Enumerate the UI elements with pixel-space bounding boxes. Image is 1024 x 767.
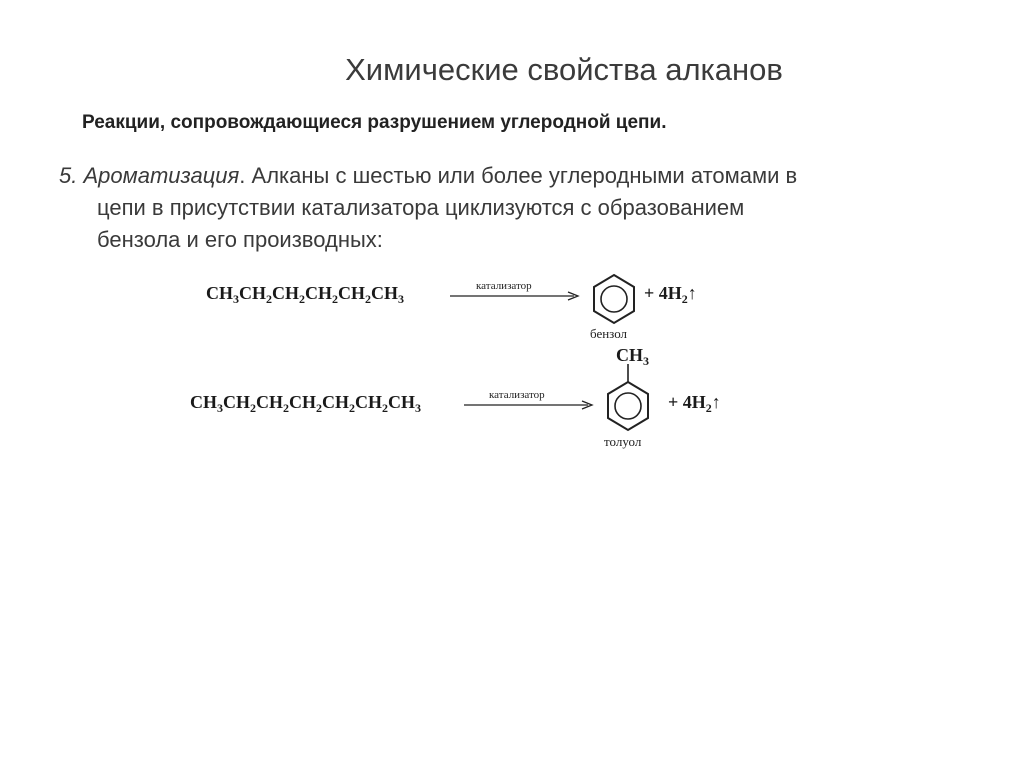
formula-atom-group: CH <box>338 283 365 303</box>
toluene-ring-icon <box>600 362 656 434</box>
formula-atom-group: CH <box>322 392 349 412</box>
formula-subscript: 3 <box>415 401 421 415</box>
reaction-1-catalyst-label: катализатор <box>476 280 532 292</box>
formula-subscript: 2 <box>299 292 305 306</box>
reaction-2-product-label: толуол <box>604 434 642 449</box>
paragraph-line-1: . Алканы с шестью или более углеродными атомами в <box>239 163 798 188</box>
formula-atom-group: CH <box>190 392 217 412</box>
formula-atom-group: CH <box>223 392 250 412</box>
reaction-2-arrow <box>462 399 598 411</box>
slide-title: Химические свойства алканов <box>345 52 783 87</box>
formula-atom-group: CH <box>371 283 398 303</box>
formula-atom-group: CH <box>239 283 266 303</box>
reaction-1-byproduct: + $4H_2↑$ <box>644 283 697 306</box>
formula-subscript: 2 <box>332 292 338 306</box>
formula-atom-group: CH <box>256 392 283 412</box>
formula-subscript: 2 <box>316 401 322 415</box>
formula-atom-group: CH <box>289 392 316 412</box>
formula-atom-group: CH <box>355 392 382 412</box>
formula-atom-group: CH <box>305 283 332 303</box>
body-paragraph <box>59 160 949 256</box>
reaction-2-byproduct: + $4H_2↑$ <box>668 392 721 415</box>
reaction-1-reactant-formula <box>206 283 404 307</box>
formula-subscript: 2 <box>250 401 256 415</box>
reaction-2-catalyst-label: катализатор <box>489 389 545 401</box>
formula-subscript: 2 <box>382 401 388 415</box>
formula-subscript: 2 <box>349 401 355 415</box>
item-term: Ароматизация <box>83 163 240 188</box>
formula-atom-group: CH <box>272 283 299 303</box>
reaction-1-arrow <box>448 290 584 302</box>
formula-subscript: 2 <box>283 401 289 415</box>
benzene-ring-icon <box>590 273 638 325</box>
paragraph-line-2: цепи в присутствии катализатора циклизуются с образованием <box>97 195 745 220</box>
formula-subscript: 2 <box>365 292 371 306</box>
formula-atom-group: CH <box>206 283 233 303</box>
item-number: 5. <box>59 163 78 188</box>
formula-subscript: 3 <box>398 292 404 306</box>
reaction-2-reactant-formula <box>190 392 421 416</box>
formula-subscript: 3 <box>233 292 239 306</box>
formula-subscript: 2 <box>266 292 272 306</box>
formula-atom-group: CH <box>388 392 415 412</box>
formula-subscript: 3 <box>217 401 223 415</box>
slide-subtitle: Реакции, сопровождающиеся разрушением углеродной цепи. <box>82 112 667 133</box>
reaction-1-product-label: бензол <box>590 326 628 341</box>
toluene-methyl-group: $CH_3$ <box>616 345 649 368</box>
paragraph-line-3: бензола и его производных: <box>97 227 383 252</box>
